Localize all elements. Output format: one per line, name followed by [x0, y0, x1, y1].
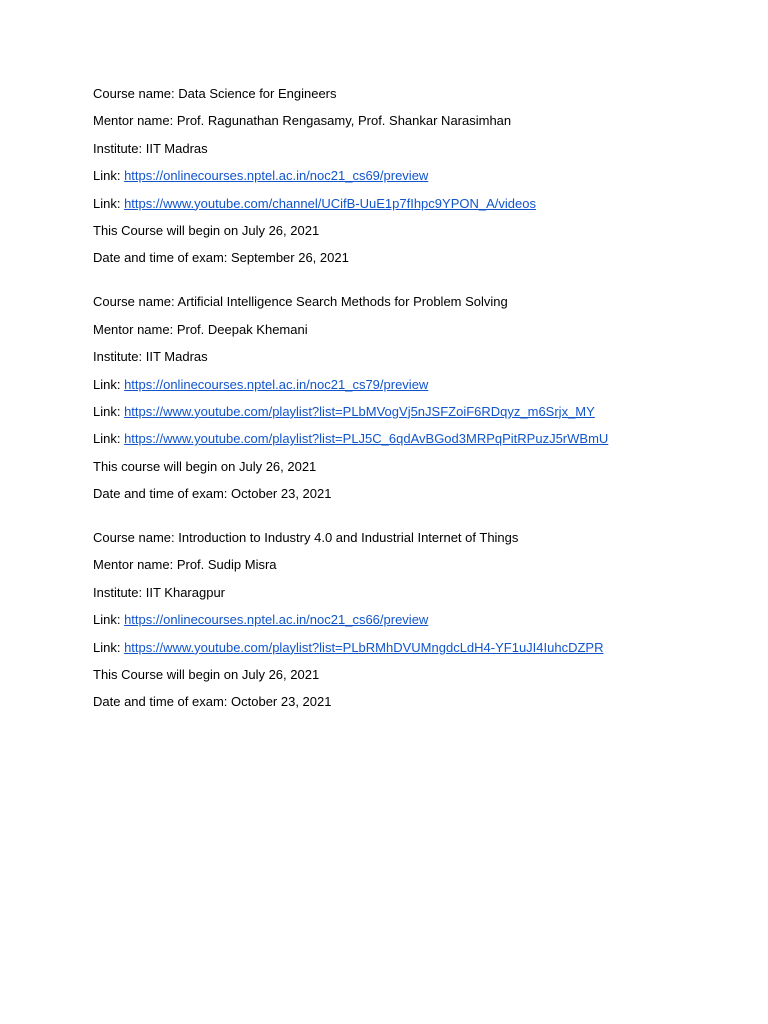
document-page — [93, 85, 733, 737]
course-block-ai-search — [93, 293, 733, 503]
link-line — [93, 195, 733, 213]
mentor-name: Mentor name: Prof. Sudip Misra — [93, 557, 277, 573]
link-label: Link: — [93, 403, 125, 419]
video-link[interactable]: https://www.youtube.com/playlist?list=PLbMVogVj5nJSFZoiF6RDqyz_m6Srjx_MY — [124, 403, 595, 419]
exam-date: Date and time of exam: October 23, 2021 — [93, 486, 332, 502]
mentor-name: Mentor name: Prof. Ragunathan Rengasamy, Prof. Shankar Narasimhan — [93, 113, 512, 129]
course-block-industry-4 — [93, 529, 733, 711]
course-link[interactable]: https://onlinecourses.nptel.ac.in/noc21_cs79/preview — [124, 376, 429, 392]
link-label: Link: — [93, 376, 125, 392]
course-name: Course name: Artificial Intelligence Search Methods for Problem Solving — [93, 294, 508, 310]
course-name: Course name: Introduction to Industry 4.0 and Industrial Internet of Things — [93, 530, 519, 546]
link-label: Link: — [93, 639, 125, 655]
link-line — [93, 376, 733, 394]
institute: Institute: IIT Madras — [93, 349, 208, 365]
institute: Institute: IIT Madras — [93, 140, 208, 156]
link-line — [93, 403, 733, 421]
exam-date: Date and time of exam: October 23, 2021 — [93, 694, 332, 710]
video-link[interactable]: https://www.youtube.com/channel/UCifB-UuE1p7fIhpc9YPON_A/videos — [124, 195, 536, 211]
course-block-data-science — [93, 85, 733, 267]
video-link[interactable]: https://www.youtube.com/playlist?list=PLbRMhDVUMngdcLdH4-YF1uJI4IuhcDZPR — [124, 639, 604, 655]
course-begin-date: This course will begin on July 26, 2021 — [93, 458, 317, 474]
course-begin-date: This Course will begin on July 26, 2021 — [93, 667, 320, 683]
link-line — [93, 611, 733, 629]
link-line — [93, 639, 733, 657]
institute: Institute: IIT Kharagpur — [93, 584, 225, 600]
course-link[interactable]: https://onlinecourses.nptel.ac.in/noc21_cs69/preview — [124, 168, 429, 184]
mentor-name: Mentor name: Prof. Deepak Khemani — [93, 321, 308, 337]
link-label: Link: — [93, 612, 125, 628]
link-label: Link: — [93, 168, 125, 184]
course-name: Course name: Data Science for Engineers — [93, 86, 337, 101]
course-begin-date: This Course will begin on July 26, 2021 — [93, 222, 320, 238]
link-line — [93, 430, 733, 448]
link-line — [93, 167, 733, 185]
video-link[interactable]: https://www.youtube.com/playlist?list=PLJ5C_6qdAvBGod3MRPqPitRPuzJ5rWBmU — [124, 431, 609, 447]
link-label: Link: — [93, 195, 125, 211]
course-link[interactable]: https://onlinecourses.nptel.ac.in/noc21_cs66/preview — [124, 612, 429, 628]
link-label: Link: — [93, 431, 125, 447]
exam-date: Date and time of exam: September 26, 2021 — [93, 250, 349, 266]
